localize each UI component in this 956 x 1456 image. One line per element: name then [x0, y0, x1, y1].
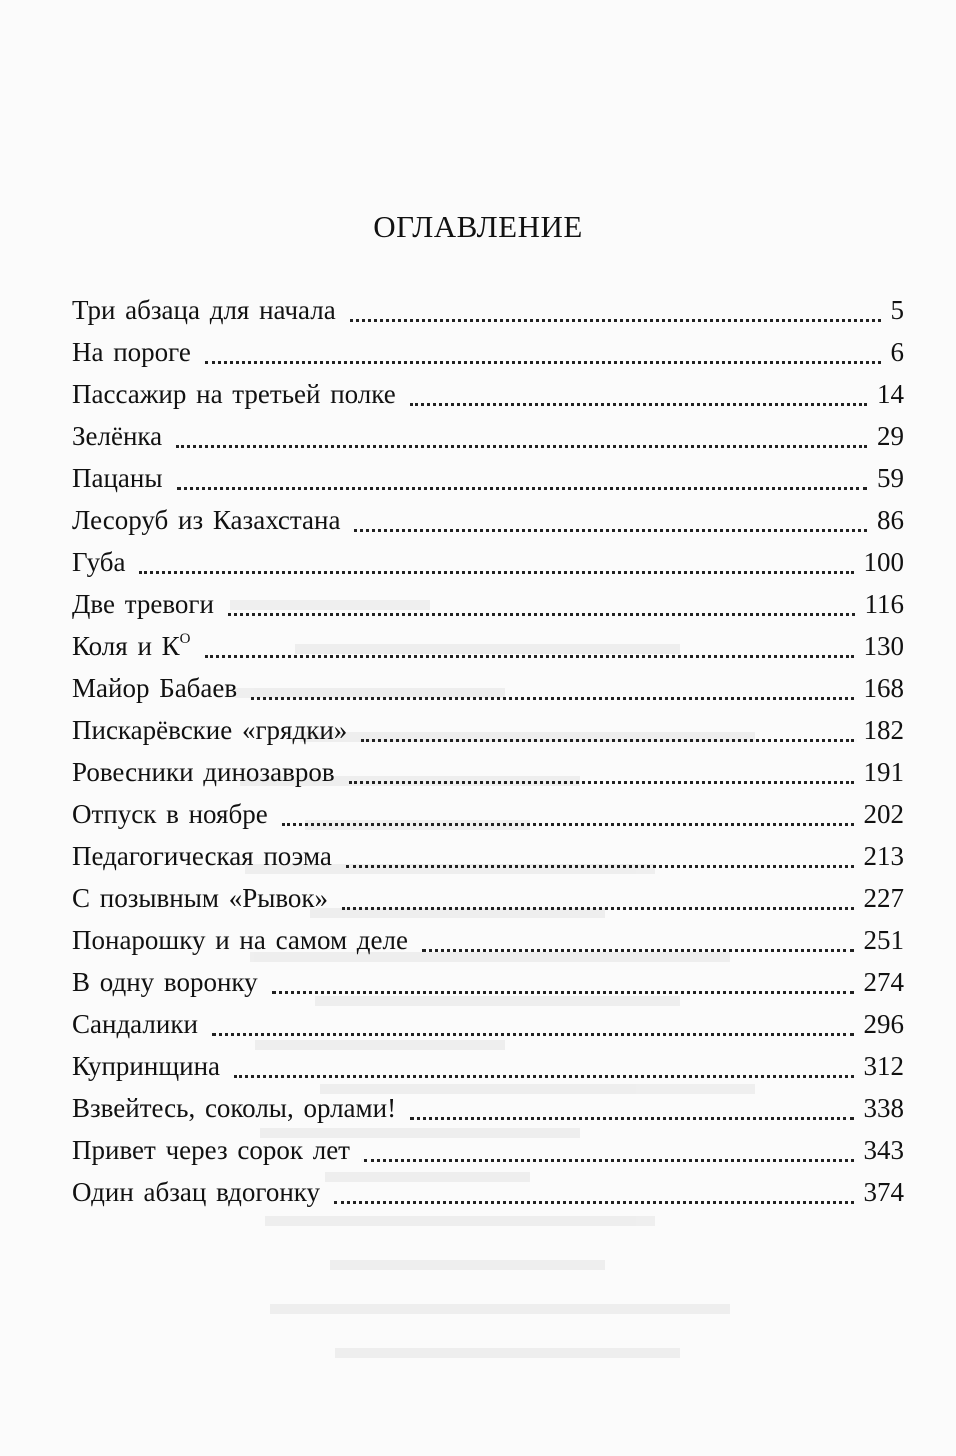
dot-leader	[422, 927, 854, 952]
dot-leader	[354, 507, 867, 532]
dot-leader	[282, 801, 854, 826]
toc-entry	[72, 625, 904, 667]
toc-entry-title-text: Понарошку и на самом деле	[72, 925, 408, 955]
dot-leader	[410, 381, 867, 406]
toc-entry-page-number: 202	[863, 799, 904, 829]
dot-leader	[212, 1011, 854, 1036]
dot-leader	[410, 1095, 853, 1120]
toc-entry-title-text: Зелёнка	[72, 421, 163, 451]
toc-entry-page-number: 182	[863, 715, 904, 745]
page-title: ОГЛАВЛЕНИЕ	[373, 209, 583, 244]
dot-leader	[251, 675, 853, 700]
dot-leader	[364, 1137, 854, 1162]
toc-entry-title-text: В одну воронку	[72, 967, 258, 997]
toc-entry-page-number: 116	[864, 589, 904, 619]
toc-entry-page-number: 5	[890, 295, 904, 325]
toc-entry-title-text: Ровесники динозавров	[72, 757, 335, 787]
dot-leader	[234, 1053, 854, 1078]
table-of-contents	[72, 289, 904, 1213]
toc-entry-title-text: Купринщина	[72, 1051, 220, 1081]
toc-entry-title	[72, 919, 422, 961]
toc-entry-page-number: 6	[890, 337, 904, 367]
toc-entry-title	[72, 1129, 364, 1171]
toc-entry	[72, 541, 904, 583]
toc-entry-page-number: 213	[863, 841, 904, 871]
toc-entry-title	[72, 793, 282, 835]
dot-leader	[139, 549, 853, 574]
toc-entry-page-number: 168	[863, 673, 904, 703]
dot-leader	[177, 465, 867, 490]
toc-entry-title	[72, 1171, 334, 1213]
toc-entry-page-number: 374	[863, 1177, 904, 1207]
toc-entry-title	[72, 835, 346, 877]
toc-entry-title-superscript: О	[179, 631, 191, 647]
toc-entry-page-number: 29	[877, 421, 904, 451]
toc-entry-title-text: Пискарёвские «грядки»	[72, 715, 348, 745]
toc-entry-page-number: 274	[863, 967, 904, 997]
toc-entry-page-number: 86	[877, 505, 904, 535]
toc-entry-title	[72, 457, 177, 499]
toc-entry-title-text: Майор Бабаев	[72, 673, 238, 703]
dot-leader	[334, 1179, 854, 1204]
toc-entry-title	[72, 709, 361, 751]
dot-leader	[176, 423, 867, 448]
dot-leader	[346, 843, 854, 868]
dot-leader	[361, 717, 853, 742]
toc-entry-title	[72, 1087, 410, 1129]
toc-entry-title-text: Один абзац вдогонку	[72, 1177, 320, 1207]
toc-entry	[72, 877, 904, 919]
toc-entry-page-number: 338	[863, 1093, 904, 1123]
toc-entry-title	[72, 625, 205, 667]
toc-entry-page-number: 191	[863, 757, 904, 787]
dot-leader	[349, 759, 854, 784]
toc-entry-title-text: Педагогическая поэма	[72, 841, 332, 871]
toc-entry-page-number: 312	[863, 1051, 904, 1081]
toc-entry-page-number: 343	[863, 1135, 904, 1165]
toc-entry-title	[72, 415, 176, 457]
toc-entry-page-number: 100	[863, 547, 904, 577]
toc-entry	[72, 709, 904, 751]
toc-entry	[72, 1129, 904, 1171]
toc-entry	[72, 1003, 904, 1045]
toc-entry	[72, 1087, 904, 1129]
toc-entry	[72, 499, 904, 541]
toc-entry	[72, 667, 904, 709]
toc-entry-title-text: Две тревоги	[72, 589, 214, 619]
toc-entry-title-text: Отпуск в ноябре	[72, 799, 268, 829]
toc-entry-title	[72, 499, 354, 541]
toc-entry	[72, 835, 904, 877]
toc-entry-title	[72, 541, 139, 583]
toc-entry-title	[72, 1045, 234, 1087]
toc-entry	[72, 961, 904, 1003]
toc-entry-title-text: Три абзаца для начала	[72, 295, 336, 325]
dot-leader	[272, 969, 854, 994]
toc-entry-title-text: Пассажир на третьей полке	[72, 379, 396, 409]
toc-entry	[72, 1045, 904, 1087]
toc-entry-title	[72, 331, 205, 373]
toc-entry-title-text: С позывным «Рывок»	[72, 883, 329, 913]
toc-entry	[72, 457, 904, 499]
toc-entry-title-text: Взвейтесь, соколы, орлами!	[72, 1093, 397, 1123]
toc-entry-title	[72, 373, 410, 415]
toc-entry	[72, 1171, 904, 1213]
toc-entry-page-number: 251	[863, 925, 904, 955]
toc-entry-page-number: 296	[863, 1009, 904, 1039]
toc-entry-title	[72, 1003, 212, 1045]
toc-entry	[72, 751, 904, 793]
toc-entry-page-number: 14	[877, 379, 904, 409]
toc-entry	[72, 919, 904, 961]
toc-entry-title-text: Сандалики	[72, 1009, 198, 1039]
dot-leader	[228, 591, 855, 616]
toc-entry-title	[72, 961, 272, 1003]
toc-entry-title-text: Привет через сорок лет	[72, 1135, 350, 1165]
toc-entry-title-text: Лесоруб из Казахстана	[72, 505, 341, 535]
dot-leader	[205, 633, 854, 658]
toc-entry-title	[72, 877, 342, 919]
toc-entry-title-text: Пацаны	[72, 463, 163, 493]
toc-entry	[72, 583, 904, 625]
toc-entry	[72, 415, 904, 457]
toc-entry	[72, 373, 904, 415]
toc-entry	[72, 793, 904, 835]
dot-leader	[350, 297, 881, 322]
toc-entry-page-number: 227	[863, 883, 904, 913]
toc-entry-title-text: На пороге	[72, 337, 191, 367]
toc-entry-title	[72, 751, 349, 793]
toc-entry-title-text: Губа	[72, 547, 126, 577]
toc-entry-title	[72, 667, 251, 709]
toc-entry-title	[72, 289, 350, 331]
toc-entry	[72, 289, 904, 331]
toc-entry-page-number: 130	[863, 631, 904, 661]
toc-entry-title-text: Коля и К	[72, 631, 180, 661]
toc-entry-title	[72, 583, 228, 625]
toc-entry	[72, 331, 904, 373]
dot-leader	[205, 339, 881, 364]
toc-entry-page-number: 59	[877, 463, 904, 493]
dot-leader	[342, 885, 853, 910]
